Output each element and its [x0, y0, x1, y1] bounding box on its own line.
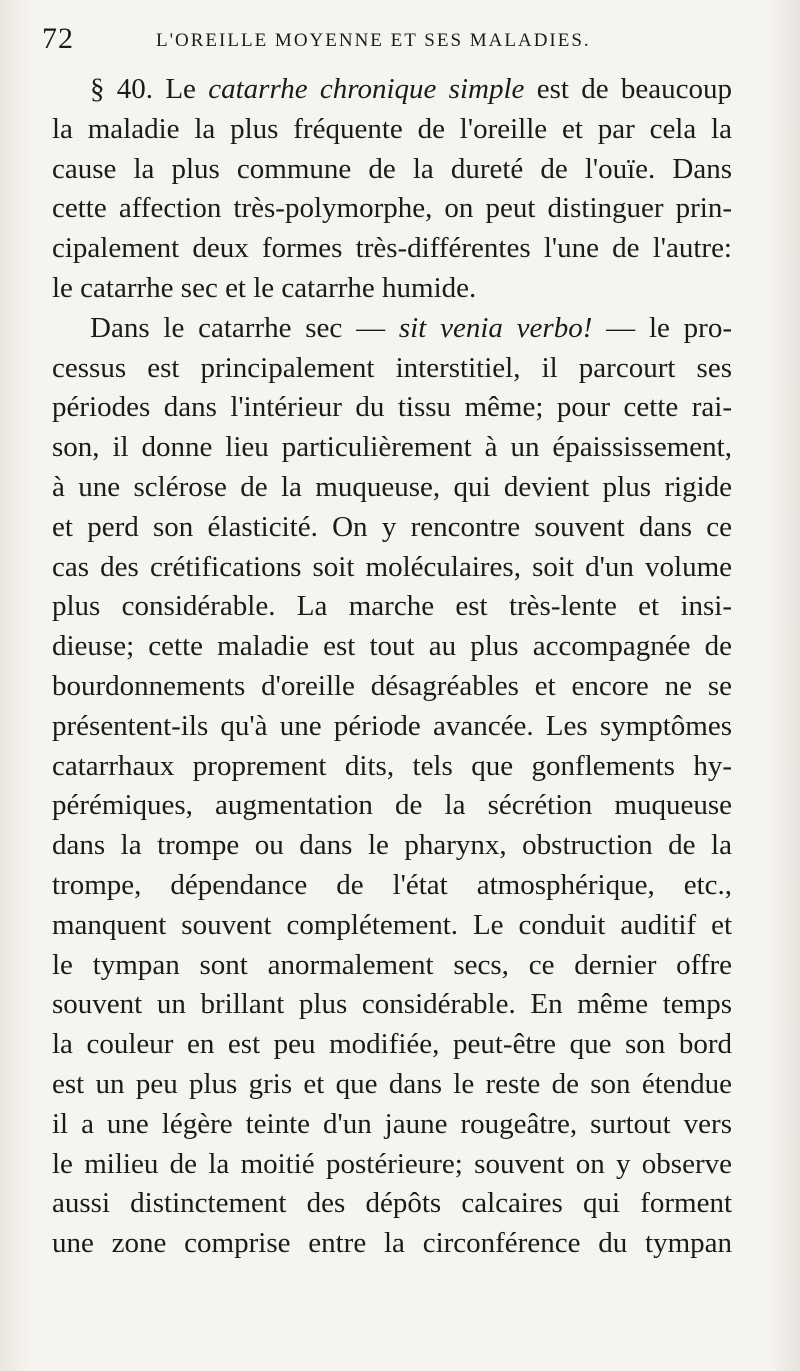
- page-number: 72: [42, 22, 74, 55]
- text-line: [52, 110, 732, 150]
- text-segment: § 40. Le: [90, 73, 209, 105]
- text-segment: catarrhaux proprement dits, tels que gonflements hy-: [52, 749, 732, 782]
- text-line: [52, 309, 732, 349]
- text-line: [52, 388, 732, 428]
- text-segment: son, il donne lieu particulièrement à un épaississement,: [52, 431, 732, 464]
- text-segment: dieuse; cette maladie est tout au plus accompagnée de: [52, 630, 732, 663]
- text-segment: Dans le catarrhe sec —: [90, 311, 399, 344]
- text-line: [52, 229, 732, 269]
- text-line: [52, 786, 732, 826]
- text-line: [52, 627, 732, 667]
- text-segment: pérémiques, augmentation de la sécrétion muqueuse: [52, 789, 732, 822]
- text-segment: aussi distinctement des dépôts calcaires qui forment: [52, 1187, 732, 1220]
- text-line: [52, 1145, 732, 1185]
- text-line: [52, 269, 732, 309]
- text-segment: il a une légère teinte d'un jaune rougeâtre, surtout vers: [52, 1107, 732, 1140]
- text-line: [52, 747, 732, 787]
- text-line: [52, 1224, 732, 1264]
- text-segment: est de beaucoup: [524, 73, 732, 105]
- text-segment: plus considérable. La marche est très-lente et insi-: [52, 590, 732, 623]
- text-segment: la maladie la plus fréquente de l'oreille et par cela la: [52, 112, 732, 145]
- text-segment: cessus est principalement interstitiel, il parcourt ses: [52, 351, 732, 384]
- body-text: [52, 70, 732, 1264]
- text-line: [52, 985, 732, 1025]
- text-line: [52, 548, 732, 588]
- text-segment: cipalement deux formes très-différentes l'une de l'autre:: [52, 232, 732, 265]
- text-line: [52, 1025, 732, 1065]
- text-segment: le milieu de la moitié postérieure; souvent on y observe: [52, 1147, 732, 1180]
- italic-phrase: catarrhe chronique simple: [208, 73, 525, 105]
- text-segment: bourdonnements d'oreille désagréables et encore ne se: [52, 669, 732, 702]
- text-segment: trompe, dépendance de l'état atmosphérique, etc.,: [52, 868, 732, 901]
- text-line: [52, 428, 732, 468]
- text-line: [52, 906, 732, 946]
- text-segment: souvent un brillant plus considérable. En même temps: [52, 988, 732, 1021]
- text-segment: et perd son élasticité. On y rencontre souvent dans ce: [52, 510, 732, 543]
- text-segment: dans la trompe ou dans le pharynx, obstruction de la: [52, 829, 732, 862]
- text-segment: est un peu plus gris et que dans le reste de son étendue: [52, 1067, 732, 1100]
- text-line: [52, 468, 732, 508]
- text-line: [52, 508, 732, 548]
- text-segment: cette affection très-polymorphe, on peut distinguer prin-: [52, 192, 732, 225]
- text-line: [52, 150, 732, 190]
- text-line: [52, 70, 732, 110]
- text-line: [52, 1065, 732, 1105]
- text-line: [52, 587, 732, 627]
- text-segment: à une sclérose de la muqueuse, qui devient plus rigide: [52, 470, 732, 503]
- text-line: [52, 189, 732, 229]
- italic-phrase: sit venia verbo!: [398, 311, 593, 344]
- text-line: [52, 1184, 732, 1224]
- text-segment: manquent souvent complétement. Le conduit auditif et: [52, 908, 732, 941]
- text-segment: la couleur en est peu modifiée, peut-être que son bord: [52, 1028, 732, 1061]
- text-line: [52, 707, 732, 747]
- text-line: [52, 866, 732, 906]
- text-segment: une zone comprise entre la circonférence du tympan: [52, 1227, 732, 1260]
- text-segment: le tympan sont anormalement secs, ce dernier offre: [52, 948, 732, 981]
- text-line: [52, 946, 732, 986]
- text-segment: présentent-ils qu'à une période avancée. Les symptômes: [52, 709, 732, 742]
- text-line: [52, 826, 732, 866]
- text-segment: cas des crétifications soit moléculaires, soit d'un volume: [52, 550, 732, 583]
- page-header: [38, 22, 738, 56]
- text-line: [52, 1105, 732, 1145]
- text-segment: périodes dans l'intérieur du tissu même; pour cette rai-: [52, 391, 732, 424]
- text-line: [52, 349, 732, 389]
- text-segment: cause la plus commune de la dureté de l'ouïe. Dans: [52, 152, 732, 185]
- running-title: L'OREILLE MOYENNE ET SES MALADIES.: [156, 30, 591, 51]
- text-segment: — le pro-: [592, 311, 732, 344]
- text-line: [52, 667, 732, 707]
- text-segment: le catarrhe sec et le catarrhe humide.: [52, 271, 477, 304]
